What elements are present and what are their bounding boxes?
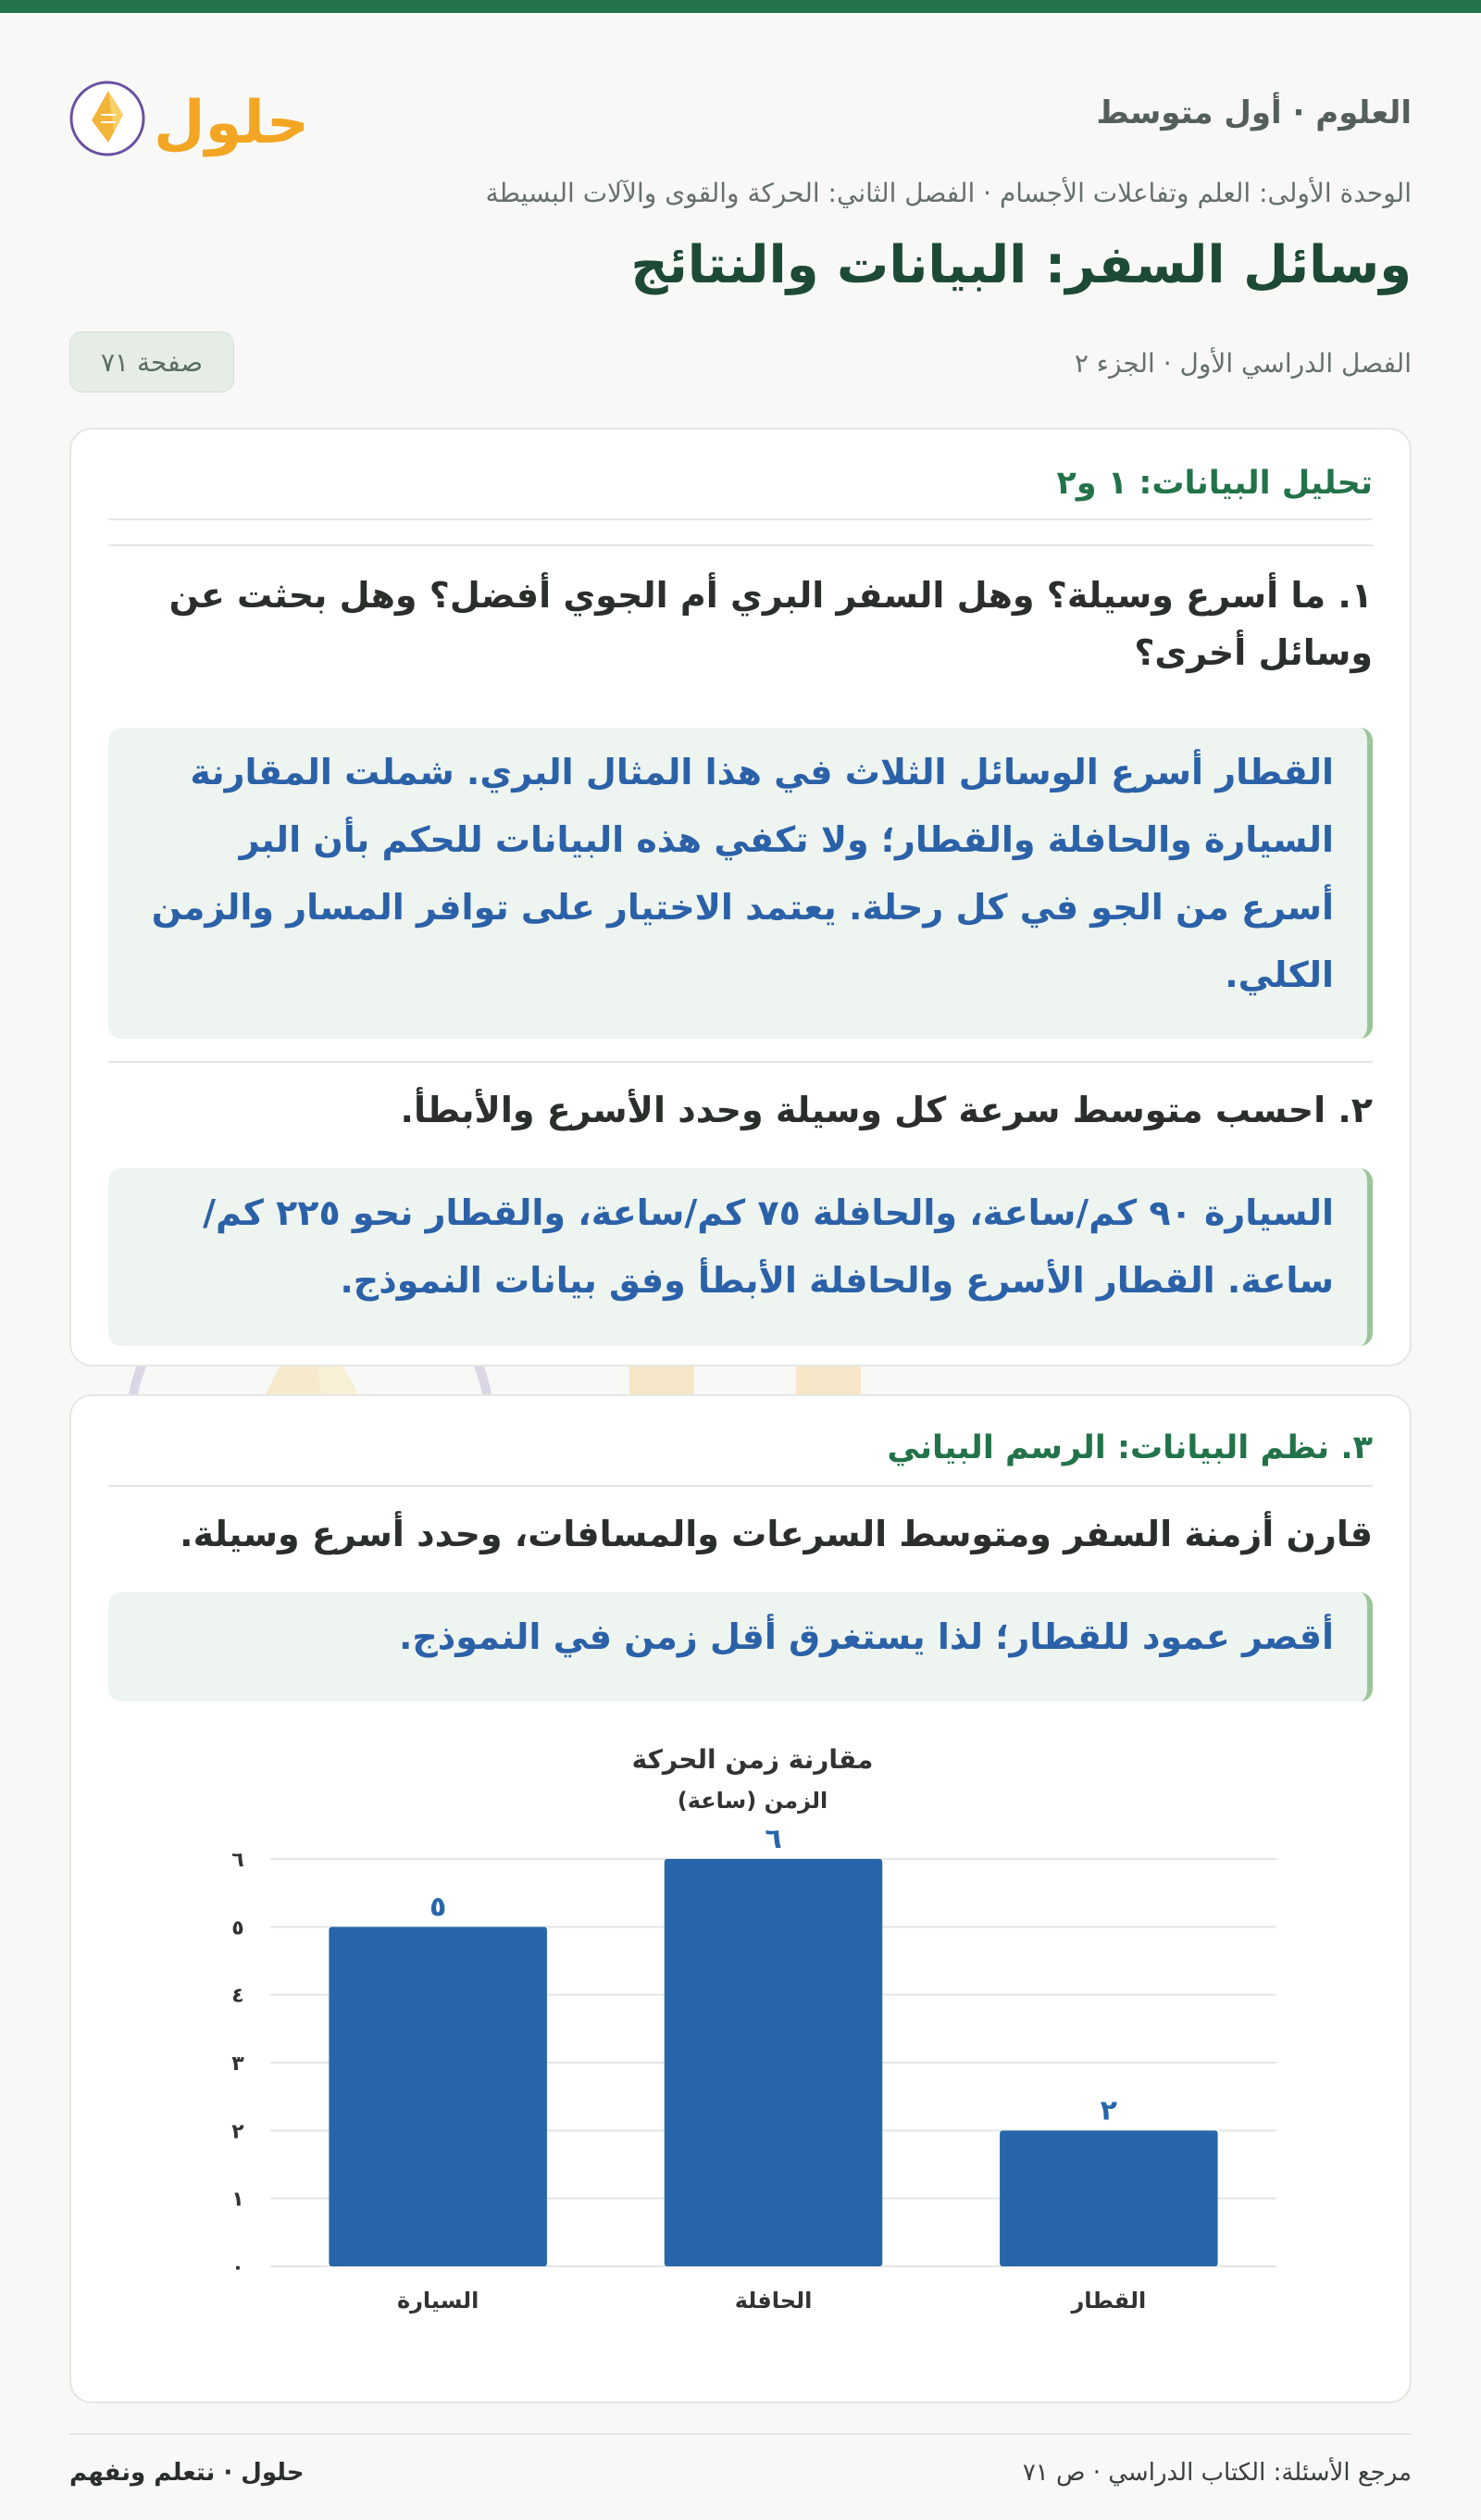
- chart-title: مقارنة زمن الحركة: [631, 1744, 874, 1775]
- chart-data-label: ٢: [1100, 2094, 1117, 2127]
- logo-icon: [69, 69, 310, 161]
- chart-y-tick-label: ٤: [231, 1984, 244, 2008]
- footer-reference: مرجع الأسئلة: الكتاب الدراسي · ص ٧١: [1022, 2459, 1412, 2487]
- chart-y-tick-label: ١: [231, 2188, 244, 2212]
- chart-y-tick-label: ٠: [231, 2256, 244, 2279]
- divider: [108, 518, 1373, 520]
- answer-2: السيارة ٩٠ كم/ساعة، والحافلة ٧٥ كم/ساعة، والقطار نحو ٢٢٥ كم/ساعة. القطار الأسرع والحافلة الأبطأ وفق بيانات النموذج.: [108, 1168, 1373, 1346]
- top-accent-bar: [0, 0, 1481, 13]
- question-3: قارن أزمنة السفر ومتوسط السرعات والمسافات، وحدد أسرع وسيلة.: [180, 1514, 1373, 1554]
- chart-category-label: الحافلة: [734, 2288, 813, 2314]
- chart-y-tick-label: ٥: [231, 1916, 244, 1940]
- semester-label: الفصل الدراسي الأول · الجزء ٢: [1074, 348, 1412, 379]
- section-title-graph: ٣. نظم البيانات: الرسم البياني: [887, 1429, 1373, 1466]
- travel-time-bar-chart: [108, 1720, 1358, 2368]
- graph-card: [69, 1394, 1412, 2403]
- footer-divider: [69, 2433, 1412, 2435]
- page-title: وسائل السفر: البيانات والنتائج: [630, 235, 1412, 295]
- answer-1: القطار أسرع الوسائل الثلاث في هذا المثال البري. شملت المقارنة السيارة والحافلة والقطار؛ ولا تكفي هذه البيانات للحكم بأن البر أسرع من الجو في كل رحلة. يعتمد الاختيار على توافر المسار والزمن الكلي.: [108, 728, 1373, 1039]
- question-1: ١. ما أسرع وسيلة؟ وهل السفر البري أم الجوي أفضل؟ وهل بحثت عن وسائل أخرى؟: [168, 575, 1373, 673]
- chart-bar: [665, 1859, 883, 2266]
- chart-data-label: ٦: [765, 1823, 782, 1855]
- chart-y-tick-label: ٣: [231, 2052, 244, 2076]
- divider: [108, 544, 1373, 546]
- question-2: ٢. احسب متوسط سرعة كل وسيلة وحدد الأسرع والأبطأ.: [400, 1090, 1373, 1130]
- chart-y-axis-label: الزمن (ساعة): [677, 1788, 828, 1814]
- logo-text: حلول: [154, 89, 309, 157]
- header: [69, 69, 1412, 161]
- data-analysis-card: [69, 428, 1412, 1366]
- chart-bar: [329, 1927, 547, 2266]
- divider: [108, 1485, 1373, 1487]
- site-logo[interactable]: [69, 69, 310, 161]
- answer-3: أقصر عمود للقطار؛ لذا يستغرق أقل زمن في النموذج.: [108, 1592, 1373, 1702]
- footer-brand: حلول · نتعلم ونفهم: [69, 2459, 305, 2487]
- page-number-badge: صفحة ٧١: [69, 331, 234, 393]
- chart-y-tick-label: ٦: [231, 1849, 244, 1872]
- section-title-analysis: تحليل البيانات: ١ و٢: [1056, 465, 1373, 502]
- chart-y-tick-label: ٢: [231, 2120, 244, 2144]
- chart-category-label: القطار: [1071, 2288, 1147, 2314]
- chart-category-label: السيارة: [396, 2288, 479, 2314]
- chart-bar: [1000, 2130, 1218, 2266]
- chart-data-label: ٥: [429, 1890, 447, 1924]
- subject-label: العلوم · أول متوسط: [1096, 94, 1412, 131]
- breadcrumb: الوحدة الأولى: العلم وتفاعلات الأجسام · الفصل الثاني: الحركة والقوى والآلات البسيطة: [485, 178, 1412, 208]
- divider: [108, 1061, 1373, 1063]
